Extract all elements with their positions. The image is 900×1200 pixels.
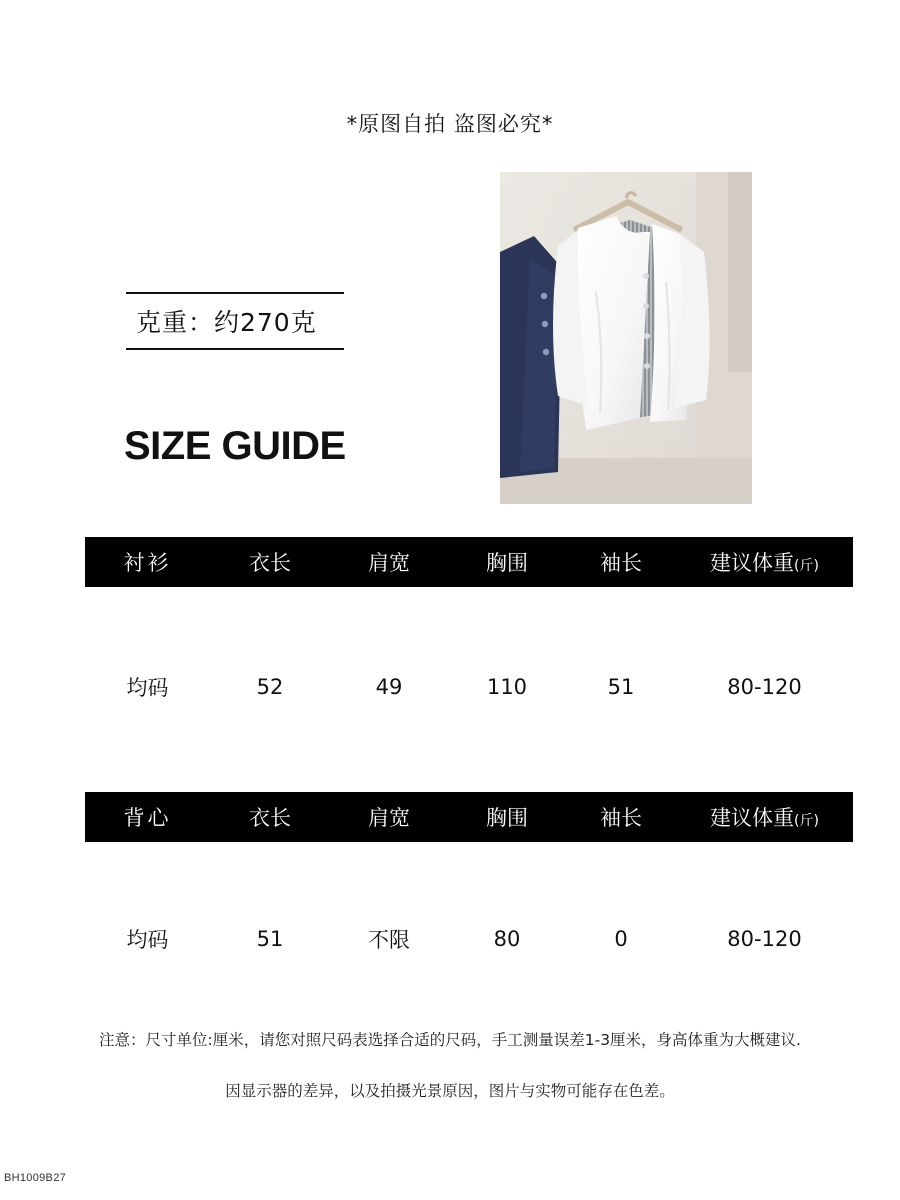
table-row — [85, 914, 853, 964]
page-title: SIZE GUIDE — [124, 424, 346, 468]
column-header-bust: 胸围 — [486, 551, 528, 575]
copyright-note: *原图自拍 盗图必究* — [346, 112, 554, 136]
weight-divider-bottom — [126, 348, 344, 350]
column-header-weight — [676, 802, 853, 832]
weight-block — [126, 292, 344, 350]
cell-weight: 80-120 — [727, 675, 802, 699]
cell-size: 均码 — [126, 928, 169, 952]
cell-length: 52 — [256, 675, 284, 699]
column-header-length: 衣长 — [249, 551, 291, 575]
size-table-vest — [85, 792, 853, 964]
cell-size: 均码 — [126, 676, 169, 700]
column-header-shoulder: 肩宽 — [368, 551, 410, 575]
cell-sleeve: 0 — [614, 927, 628, 951]
weight-label: 克重：约270克 — [136, 308, 317, 337]
cell-weight: 80-120 — [727, 927, 802, 951]
cell-length: 51 — [256, 927, 284, 951]
column-header-weight-label: 建议体重 — [710, 551, 795, 575]
size-table-shirt — [85, 537, 853, 712]
cell-bust: 80 — [493, 927, 521, 951]
column-header-weight — [676, 547, 853, 577]
column-header-weight-unit: (斤) — [794, 813, 819, 829]
column-header-bust: 胸围 — [486, 806, 528, 830]
table-header-row — [85, 792, 853, 842]
product-photo — [500, 172, 752, 504]
column-header-sleeve: 袖长 — [600, 551, 642, 575]
cell-shoulder: 不限 — [368, 928, 410, 952]
table-header-row — [85, 537, 853, 587]
measurement-note: 注意：尺寸单位:厘米，请您对照尺码表选择合适的尺码，手工测量误差1-3厘米，身高体重为大概建议. — [99, 1031, 801, 1049]
color-note: 因显示器的差异，以及拍摄光景原因，图片与实物可能存在色差。 — [225, 1082, 675, 1100]
cell-sleeve: 51 — [607, 675, 635, 699]
column-header-category: 背心 — [123, 806, 172, 830]
product-code: BH1009B27 — [4, 1172, 67, 1184]
column-header-weight-label: 建议体重 — [710, 806, 795, 830]
column-header-length: 衣长 — [249, 806, 291, 830]
cell-shoulder: 49 — [375, 675, 403, 699]
table-row — [85, 662, 853, 712]
column-header-sleeve: 袖长 — [600, 806, 642, 830]
cell-bust: 110 — [486, 675, 528, 699]
column-header-weight-unit: (斤) — [794, 558, 819, 574]
column-header-shoulder: 肩宽 — [368, 806, 410, 830]
column-header-category: 衬衫 — [123, 551, 172, 575]
